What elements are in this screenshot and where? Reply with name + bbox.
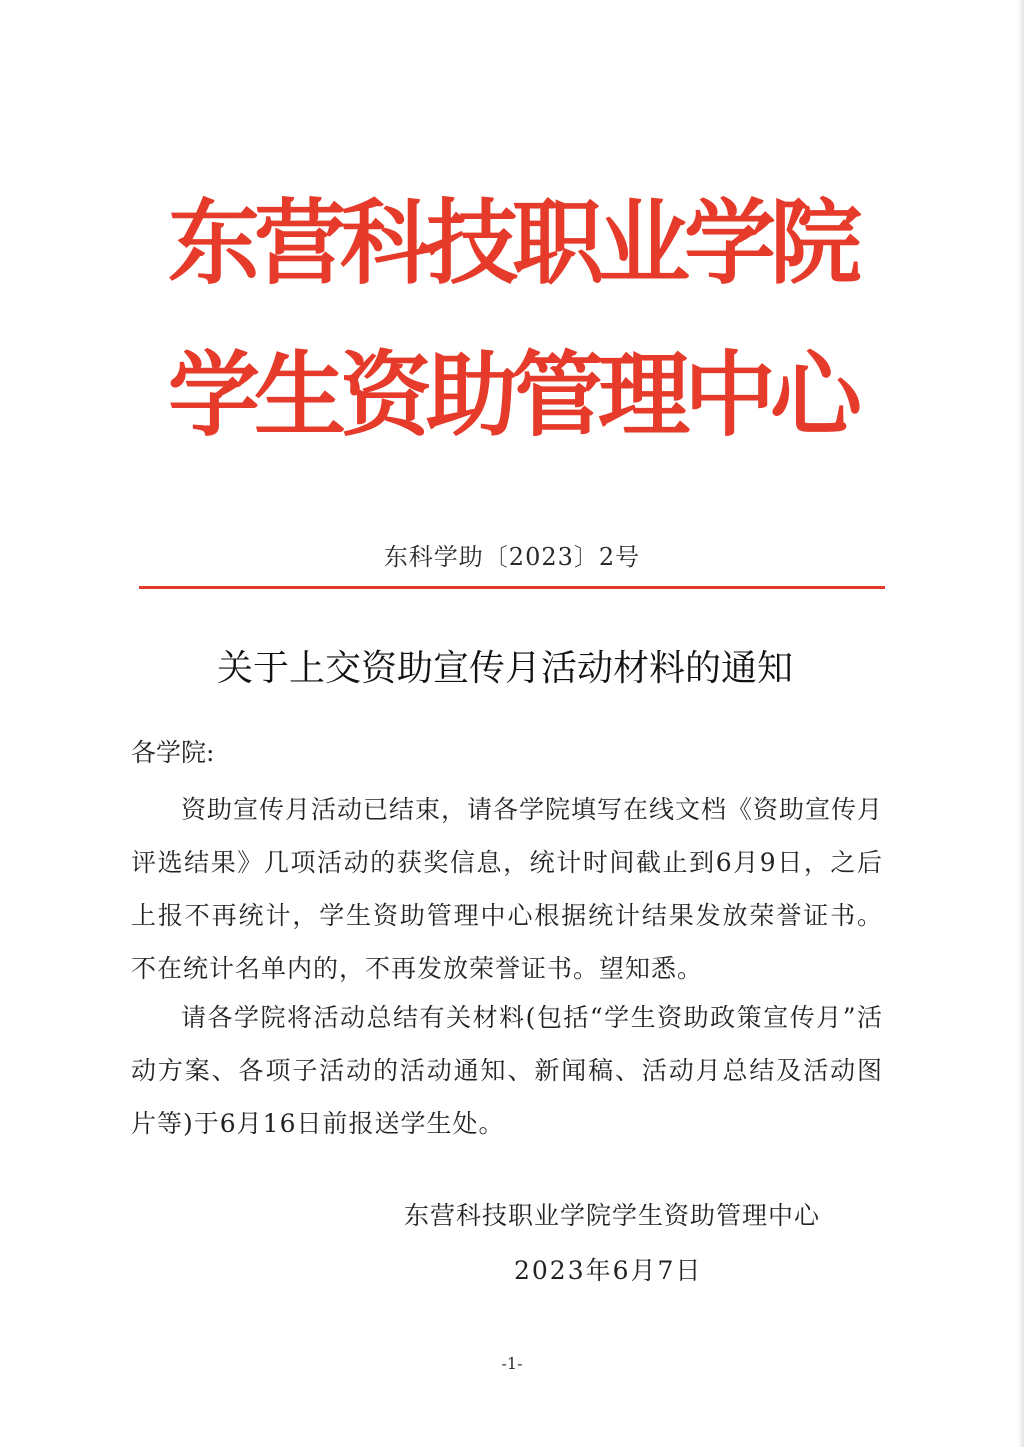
header-title-line2: 学生资助管理中心 (167, 342, 856, 449)
body-paragraph-2: 请各学院将活动总结有关材料(包括“学生资助政策宣传月”活动方案、各项子活动的活动通知、新闻稿、活动月总结及活动图片等)于6月16日前报送学生处。 (131, 1003, 883, 1138)
document-number: 东科学助〔2023〕2号 (383, 543, 641, 571)
signature-date: 2023年6月7日 (514, 1256, 703, 1285)
salutation: 各学院: (131, 738, 215, 767)
body-paragraph-1: 资助宣传月活动已结束，请各学院填写在线文档《资助宣传月评选结果》几项活动的获奖信息，统计时间截止到6月9日，之后上报不再统计，学生资助管理中心根据统计结果发放荣誉证书。不在统计名单内的，不再发放荣誉证书。望知悉。 (131, 795, 884, 983)
notice-title: 关于上交资助宣传月活动材料的通知 (216, 648, 793, 689)
header-title-line1: 东营科技职业学院 (167, 190, 856, 297)
signature-organization: 东营科技职业学院学生资助管理中心 (404, 1201, 821, 1230)
page-number: -1- (501, 1354, 523, 1373)
red-divider-line (139, 586, 885, 589)
